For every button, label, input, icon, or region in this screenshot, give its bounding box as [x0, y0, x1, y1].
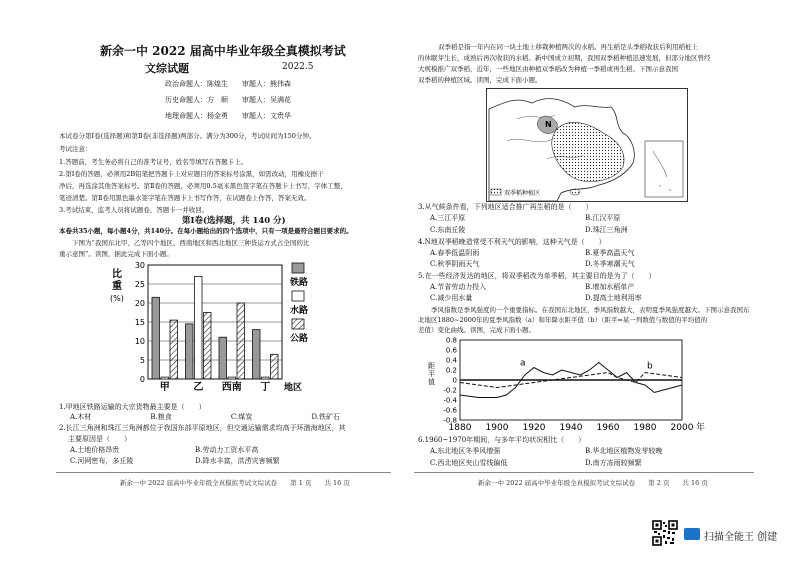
legend-label: 铁路 [290, 278, 309, 288]
y-tick-label: 0 [452, 376, 457, 385]
left-footer: 新余一中 2022 届高中毕业年级全真模拟考试文综试卷 第 1 页 共 16 页 [120, 479, 350, 487]
monsoon-index-line-chart [420, 334, 720, 434]
q5-option-d[interactable]: D.提高土地利用率 [585, 294, 642, 302]
y-tick-label: 0.2 [445, 366, 457, 375]
q6-option-a[interactable]: A.东北地区冬季风增强 [430, 447, 501, 455]
y-tick-label: 0 [139, 375, 145, 384]
y-tick-label: 5 [139, 356, 145, 365]
note-3: 2.第Ⅰ卷的答题，必须用2B铅笔把答题卡上对应题目的答案标号涂黑，如需改动，用橡皮擦干 [59, 170, 324, 178]
question-2-line-1: 2.长江三角洲和珠江三角洲都位于我国东部平原地区，但交通运输需求均高于环渤海地区，其 [59, 424, 346, 432]
bar-铁路 [219, 337, 227, 379]
bar-水路 [195, 276, 203, 379]
staff-role: 地理命题人：杨金勇 [165, 112, 228, 120]
q1-option-d[interactable]: D.铁矿石 [311, 413, 340, 421]
y-tick-label: 15 [134, 318, 145, 327]
note-5: 笔迹清楚。第Ⅱ卷用黑色墨水签字笔在答题卡上书写作答，在试题卷上作答，答案无效。 [59, 194, 311, 202]
series-label: b [647, 361, 653, 372]
y-tick-label: 0.4 [445, 356, 457, 365]
bar-公路 [204, 313, 212, 380]
monsoon-intro-1: 北地区1880~2000年的夏季风指数（a）和年降水距平值（b）（距平=某一列数值与数值的平均值的 [418, 316, 708, 324]
x-axis-label: 地区 [284, 383, 303, 393]
left-footer-rule [56, 472, 391, 473]
staff-row-2 [165, 96, 291, 105]
x-tick-label: 乙 [193, 382, 204, 393]
right-footer-rule [414, 472, 754, 473]
note-4: 净后，再选涂其他答案标号。第Ⅱ卷的答题，必须用0.5毫米黑色签字笔在答题卡上书写，字体工整， [59, 182, 347, 190]
question-3: 3.从气候条件看，下列地区适合推广再生稻的是（ ） [418, 203, 593, 211]
legend-swatch-公路 [292, 319, 304, 329]
bar-公路 [170, 320, 178, 379]
rice-intro-1: 的休眠芽生长，成熟后再次收获的水稻。新中国成立初期，我国双季稻种植迅速发展，但部分地区曾经 [418, 54, 711, 62]
x-tick-label: 1960 [596, 423, 620, 433]
y-axis-label: 平 [428, 370, 435, 378]
q1-option-b[interactable]: B.粮食 [150, 413, 172, 421]
qr-code-icon [652, 520, 678, 546]
rice-intro-3: 双季稻的种植区域。读图，完成下面小题。 [418, 76, 542, 84]
y-axis-label: 距 [428, 362, 435, 370]
q6-option-c[interactable]: C.西北地区夹山雪线偏低 [430, 459, 508, 467]
exam-date: 2022.5 [282, 62, 314, 72]
question-4: 4.N地双季稻晚造常受不利天气的影响，这种天气是（ ） [418, 238, 606, 246]
q3-option-b[interactable]: B.江汉平原 [585, 214, 621, 222]
question-2-line-2: 主要原因是（ ） [68, 435, 131, 443]
y-tick-label: 25 [134, 280, 145, 289]
y-axis-label: 重 [112, 281, 122, 292]
legend-label: 水路 [290, 306, 309, 316]
x-tick-label: 2000 [670, 423, 694, 433]
x-tick-label: 西南 [221, 382, 242, 393]
q1-options [70, 413, 340, 422]
staff-review: 审题人：熊伟森 [242, 80, 291, 88]
bar-水路 [228, 377, 236, 379]
legend-label: 公路 [290, 334, 309, 344]
section-title: 第Ⅰ卷(选择题，共 140 分) [182, 216, 286, 226]
question-1: 1.甲地区铁路运输的大宗货物最主要是（ ） [59, 403, 206, 411]
y-axis-label: 值 [428, 378, 435, 386]
y-tick-label: -0.6 [443, 406, 457, 415]
note-2: 1.答题前，考生务必将自己的准考证号，姓名等填写在答题卡上。 [59, 158, 248, 166]
x-tick-label: 1940 [559, 423, 583, 433]
q5-option-c[interactable]: C.减少用水量 [430, 294, 473, 302]
q4-option-c[interactable]: C.秋季阴雨天气 [430, 260, 480, 268]
section-intro: 本卷共35小题，每小题4分，共140分。在每小题给出的四个选项中，只有一项是最符合题目要求的。 [59, 227, 353, 235]
monsoon-intro-0: 季风指数是季风强度的一个重要指标。在我国东北地区，季风指数越大，表明夏季风强度越大。下图示意我国东 [418, 306, 750, 314]
y-tick-label: 0.8 [445, 336, 457, 345]
freight-share-bar-chart [110, 257, 350, 397]
x-tick-label: 1920 [522, 423, 546, 433]
exam-subtitle: 文综试题 [145, 62, 189, 75]
y-tick-label: 10 [134, 337, 145, 346]
bar-公路 [237, 303, 245, 379]
x-tick-label: 1900 [485, 423, 509, 433]
y-axis-unit: (%) [110, 294, 124, 303]
q2-option-c[interactable]: C.河网密布，多丘陵 [70, 457, 134, 465]
rice-map [486, 88, 688, 202]
staff-row-1 [165, 80, 291, 89]
bar-铁路 [253, 330, 261, 379]
svg-text:N: N [545, 120, 552, 129]
q1-option-a[interactable]: A.木材 [70, 413, 92, 421]
y-tick-label: 30 [134, 261, 145, 270]
q2-option-b[interactable]: B.劳动力工资水平高 [195, 446, 259, 454]
q5-option-a[interactable]: A.节省劳动力投入 [430, 283, 487, 291]
q3-option-c[interactable]: C.东南丘陵 [430, 226, 466, 234]
q2-option-a[interactable]: A.土地价格昂贵 [70, 446, 120, 454]
x-tick-label: 1980 [633, 423, 657, 433]
series-label: a [520, 358, 526, 369]
scanner-watermark: 扫描全能王 创建 [704, 532, 778, 543]
question-6: 6.1960~1970年期间，与多年平均状况相比（ ） [418, 436, 586, 444]
bar-水路 [161, 377, 169, 379]
bar-铁路 [186, 324, 194, 379]
x-axis-label: 年 [696, 423, 706, 433]
q6-option-b[interactable]: B.华北地区植物发芽较晚 [585, 447, 663, 455]
legend-swatch-水路 [292, 291, 304, 301]
bar-公路 [271, 354, 279, 379]
chart-intro-2: 重示意图”。读图，据此完成下面小题。 [59, 250, 173, 258]
y-tick-label: 0.6 [445, 346, 457, 355]
note-0: 本试卷分第Ⅰ卷(选择题)和第Ⅱ卷(非选择题)两部分。满分为300分，考试时间为150分钟。 [59, 132, 316, 140]
staff-review: 审题人：吴满花 [242, 96, 291, 104]
staff-row-3 [165, 112, 291, 121]
bar-铁路 [152, 297, 160, 379]
staff-review: 审题人：文贵华 [242, 112, 291, 120]
monsoon-intro-2: 差值）变化曲线。读图，完成下面小题。 [418, 326, 535, 334]
q4-option-d[interactable]: D.冬季寒潮天气 [585, 260, 635, 268]
chart-intro-1: 下图为“我国东北甲、乙等四个地区、西南地区和西北地区三种货运方式占全国的比 [72, 239, 310, 247]
right-footer: 新余一中 2022 届高中毕业年级全真模拟考试文综试卷 第 2 页 共 16 页 [478, 479, 708, 487]
x-tick-label: 丁 [260, 382, 271, 393]
x-tick-label: 甲 [159, 382, 170, 393]
note-1: 考试注意： [59, 145, 92, 153]
x-tick-label: 1880 [448, 423, 472, 433]
y-tick-label: 20 [134, 299, 145, 308]
china-map-graphic [487, 89, 687, 201]
q4-option-b[interactable]: B.夏季高温天气 [585, 249, 635, 257]
y-tick-label: -0.4 [443, 396, 457, 405]
rice-intro-2: 大规模推广双季稻，近年，一些地区由种植双季稻改为种植一季稻或再生稻。下图示意我国 [418, 65, 678, 73]
q3-option-d[interactable]: D.珠江三角洲 [585, 226, 628, 234]
staff-role: 政治命题人：陈煌生 [165, 80, 228, 88]
map-legend-label: 双季稻种植区 [504, 190, 541, 197]
rice-intro-0: 双季稻是指一年内在同一块土地上移栽种植两次的水稻。再生稻是头季稻收获后利用稻桩上 [425, 43, 698, 51]
y-axis-label: 比 [112, 269, 122, 280]
bar-水路 [262, 377, 270, 379]
q4-option-a[interactable]: A.春季低温阴雨 [430, 249, 480, 257]
scanner-logo-icon [684, 528, 700, 540]
y-tick-label: -0.2 [443, 386, 457, 395]
q1-option-c[interactable]: C.煤炭 [230, 413, 253, 421]
exam-title: 新余一中 2022 届高中毕业年级全真模拟考试 [100, 44, 346, 58]
q6-option-d[interactable]: D.南方冻雨较频繁 [585, 459, 642, 467]
legend-swatch-铁路 [292, 263, 304, 273]
q3-option-a[interactable]: A.三江平原 [430, 214, 466, 222]
staff-role: 历史命题人：方 顺 [165, 96, 228, 104]
q2-option-d[interactable]: D.降水丰富，洪涝灾害频繁 [195, 457, 280, 465]
note-6: 3.考试结束，监考人员将试题卷、答题卡一并收回。 [59, 206, 209, 214]
q5-option-b[interactable]: B.增加水稻单产 [585, 283, 635, 291]
question-5: 5.在一些经济发达的地区，将双季稻改为单季稻，其主要目的是为了（ ） [418, 272, 656, 280]
y-tick-label: -0.8 [443, 416, 457, 425]
